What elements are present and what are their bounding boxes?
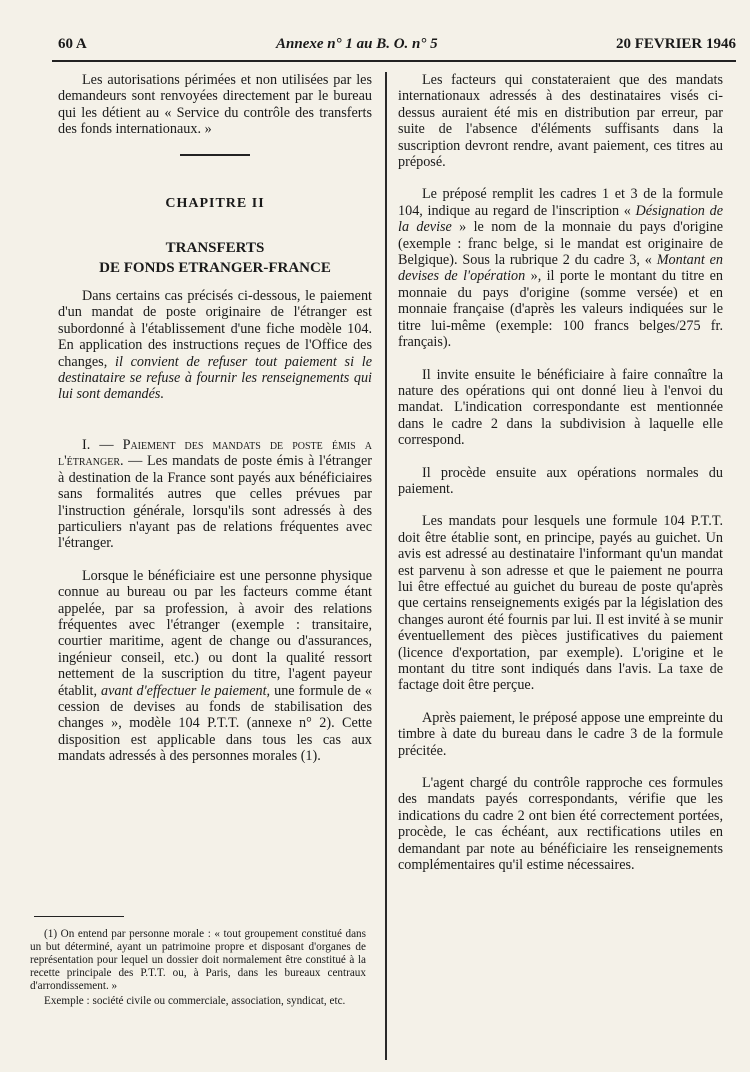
right-paragraph-2-b: » le nom de la monnaie du pays d'origine (exemple : franc belge, si le mandat est originaire de Belgique). Sous la rubrique 2 du cadre 3, «: [398, 219, 723, 269]
header-date: 20 FEVRIER 1946: [615, 36, 736, 52]
paragraph-3-text-b: une formule de « cession de devises au fonds de stabilisation des changes », modèle 104 P.T.T. (annexe n° 2). Cette disposition est applicable dans tous les cas aux mandats adressés à des personnes morales (1).: [58, 682, 372, 765]
right-paragraph-4: Il procède ensuite aux opérations normales du paiement.: [398, 464, 723, 497]
right-paragraph-6: Après paiement, le préposé appose une empreinte du timbre à date du bureau dans le cadre 3 de la formule précitée.: [398, 709, 723, 759]
right-paragraph-2-c: », il porte le montant du titre en monnaie du pays d'origine (somme versée) et en monnaie française (d'après les valeurs indiquées sur le titre lui-même (exemple: 100 francs belges/275 fr. français).: [398, 268, 723, 351]
paragraph-3: [58, 568, 372, 765]
paragraph-2: [58, 437, 372, 552]
column-divider: [385, 72, 387, 1060]
right-paragraph-5: Les mandats pour lesquels une formule 104 P.T.T. doit être établie sont, en principe, payés au guichet. Un avis est adressé au destinataire l'informant qu'un mandat est parvenu à son adresse et que le paiement ne pourra lui être effectué au guichet du bureau de poste qu'après que certains renseignements exigés par la législation des changes auront été fournis par lui. Il est invité à se munir éventuellement des pièces justificatives du paiement (licence d'exportation, par exemple). L'origine et le montant du titre sont indiqués dans l'avis. La taxe de factage doit être perçue.: [398, 513, 723, 694]
title-line-2: DE FONDS ETRANGER-FRANCE: [99, 260, 331, 277]
page-header: [52, 30, 736, 62]
chapter-heading: CHAPITRE II: [165, 195, 265, 211]
annex-reference: Annexe n° 1 au B. O. n° 5: [276, 36, 438, 52]
paragraph-3-text-a: Lorsque le bénéficiaire est une personne physique connue au bureau ou par les facteurs comme étant appelée, par sa profession, à avoir des relations fréquentes avec l'étranger (exemple : transitaire, courtier maritime, agent de change ou d'assurances, ingénieur conseil, etc.) ou dont la qualité ressort nettement de la suscription du titre, l'agent payeur établit,: [58, 567, 372, 699]
footnote: [30, 928, 366, 1008]
chapter-title: [58, 238, 372, 278]
page-number: 60 A: [58, 36, 87, 52]
right-paragraph-3: Il invite ensuite le bénéficiaire à faire connaître la nature des opérations qui ont donné lieu à l'envoi du mandat. L'indication correspondante est mentionnée dans le cadre 2 dans la subdivision à laquelle elle correspond.: [398, 366, 723, 449]
title-line-1: TRANSFERTS: [165, 240, 265, 257]
right-paragraph-2-emphasis-2: Montant en devises de l'opération: [398, 252, 723, 285]
right-paragraph-2: [398, 186, 723, 350]
right-paragraph-2-emphasis-1: Désignation de la devise: [398, 202, 723, 236]
section-heading-i: I. — Paiement des mandats de poste émis a l'étranger.: [58, 436, 372, 470]
right-paragraph-1: Les facteurs qui constateraient que des mandats internationaux adressés à des destinataires visés ci-dessus auraient été mis en distribution par erreur, par suite de l'absence d'éléments suffisants dans la suscription devront rendre, avant paiement, ces titres au préposé.: [398, 72, 723, 171]
right-column: [398, 72, 723, 889]
footnote-example: Exemple : société civile ou commerciale, association, syndicat, etc.: [44, 995, 346, 1007]
footnote-text: (1) On entend par personne morale : « tout groupement constitué dans un but déterminé, ayant un patrimoine propre et disposant d'organes de représentation pour lequel un dossier doit normalement être constitué à la recette principale des P.T.T. ou, à Paris, dans les bureaux centraux d'arrondissement. »: [30, 928, 366, 992]
footnote-rule: [34, 916, 124, 917]
paragraph-1: [58, 288, 372, 403]
section-divider: [180, 154, 250, 156]
paragraph-1-emphasis: il convient de refuser tout paiement si le destinataire se refuse à fournir les renseignements qui lui sont demandés.: [58, 353, 372, 403]
paragraph-3-emphasis: avant d'effectuer le paiement,: [101, 682, 271, 699]
paragraph-1-text: Dans certains cas précisés ci-dessous, le paiement d'un mandat de poste originaire de l'étranger est subordonné à l'établissement d'une fiche modèle 104. En application des instructions reçues de l'Office des changes,: [58, 288, 372, 370]
left-column: [58, 72, 372, 781]
paragraph-2-text: — Les mandats de poste émis à l'étranger à destination de la France sont payés aux bénéficiaires sans formalités autres que celles prévues par l'instruction générale, lorsqu'ils sont adressés à des particuliers n'ayant pas de relations fréquentes avec l'étranger.: [58, 453, 372, 552]
right-paragraph-2-a: Le préposé remplit les cadres 1 et 3 de la formule 104, indique au regard de l'inscription «: [398, 186, 723, 219]
right-paragraph-7: L'agent chargé du contrôle rapproche ces formules des mandats payés correspondants, vérifie que les indications du cadre 2 ont bien été correctement portées, procède, le cas échéant, aux rectifications utiles en demandant par note au bénéficiaire les renseignements complémentaires qu'il estime nécessaires.: [398, 775, 723, 874]
intro-paragraph: Les autorisations périmées et non utilisées par les demandeurs sont renvoyées directement par le bureau qui les détient au « Service du contrôle des transferts des fonds internationaux. »: [58, 72, 372, 138]
